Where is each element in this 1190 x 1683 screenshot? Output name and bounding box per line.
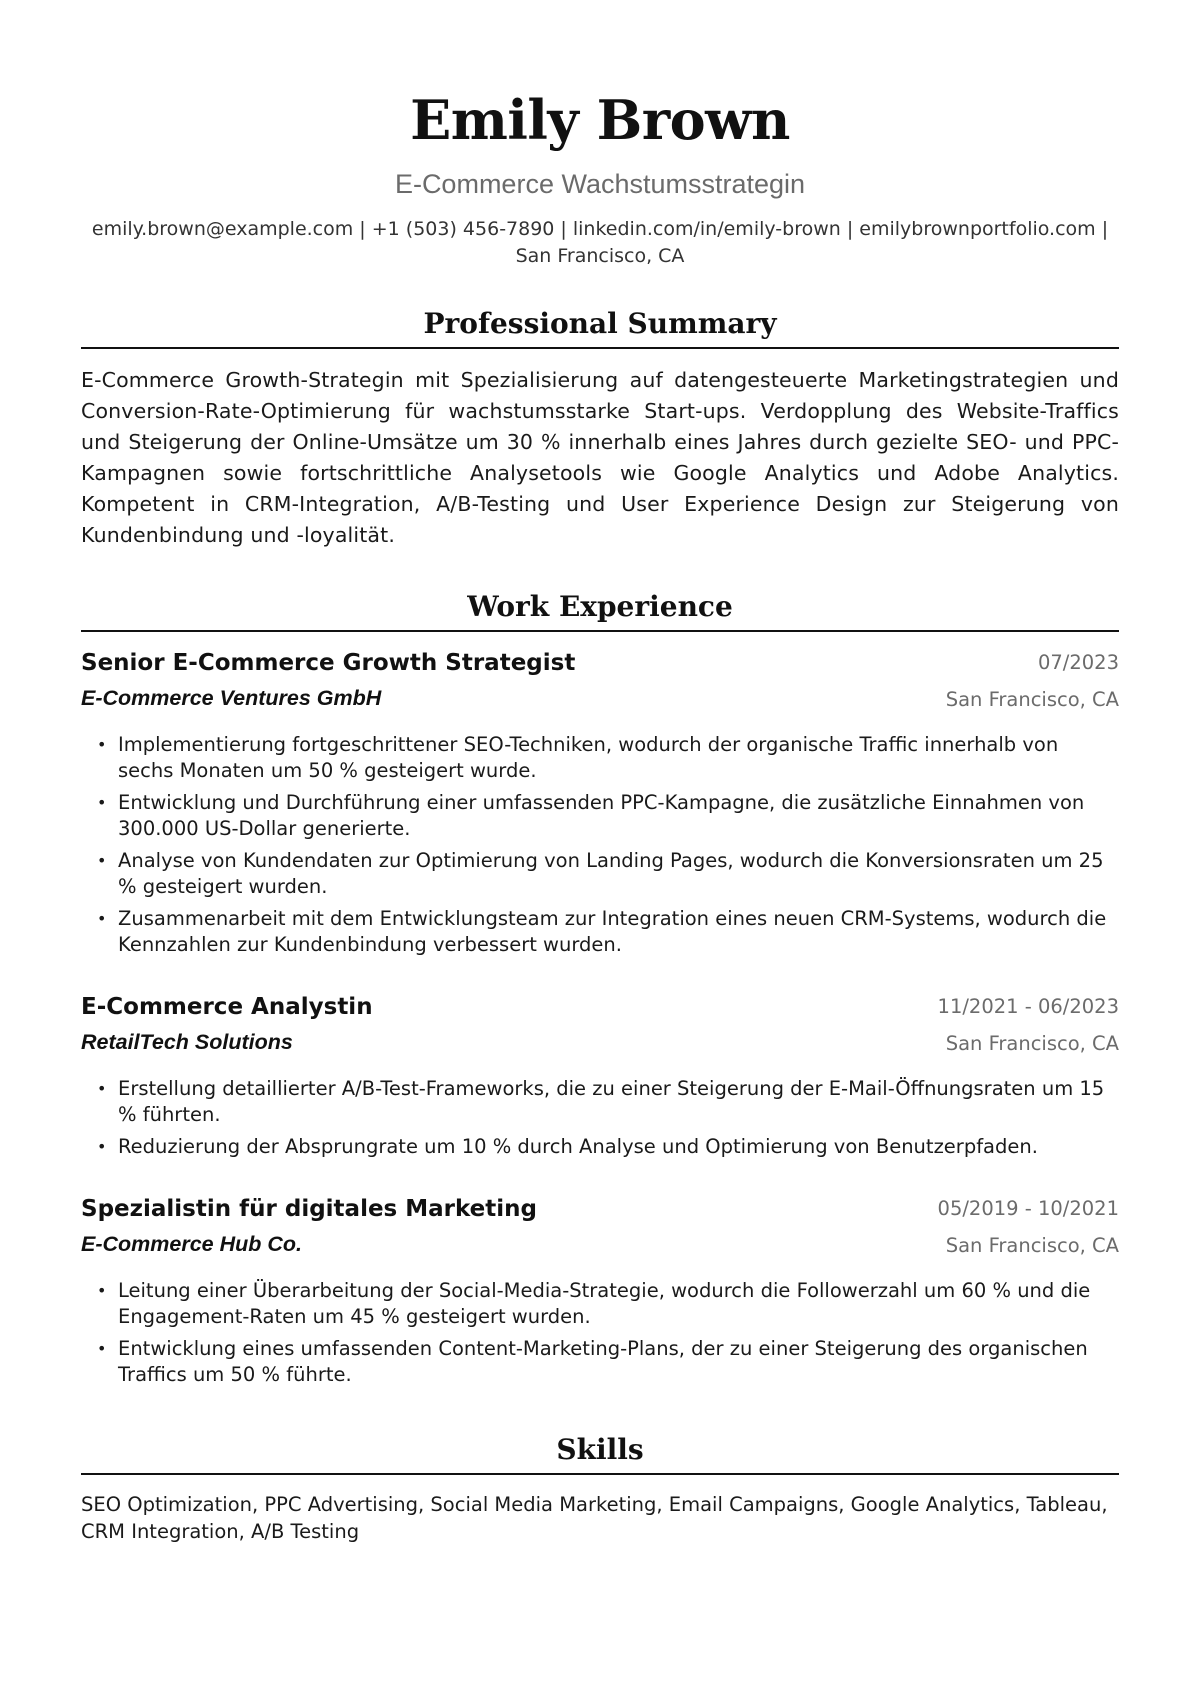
- job-bullets: [81, 1278, 1119, 1388]
- bullet-icon: •: [97, 735, 107, 754]
- job-date: 11/2021 - 06/2023: [937, 995, 1119, 1018]
- experience-section: [81, 589, 1119, 1388]
- summary-heading: Professional Summary: [423, 307, 777, 340]
- summary-divider: [81, 347, 1119, 349]
- job-location: San Francisco, CA: [945, 1234, 1119, 1257]
- skills-section: [81, 1432, 1119, 1545]
- bullet-item: • Leitung einer Überarbeitung der Social-Media-Strategie, wodurch die Followerzahl um 60 % und die Engagement-Raten um 45 % gesteigert wurden.: [97, 1279, 1091, 1328]
- contact-line: emily.brown@example.com | +1 (503) 456-7890 | linkedin.com/in/emily-brown | emilybrownportfolio.com | San Francisco, CA: [91, 218, 1109, 267]
- job-entry: [81, 646, 1119, 958]
- candidate-title: E-Commerce Wachstumsstrategin: [394, 169, 806, 199]
- bullet-item: • Erstellung detaillierter A/B-Test-Frameworks, die zu einer Steigerung der E-Mail-Öffnungsraten um 15 % führten.: [97, 1077, 1105, 1126]
- job-bullets: [81, 1076, 1119, 1160]
- bullet-item: • Zusammenarbeit mit dem Entwicklungsteam zur Integration eines neuen CRM-Systems, wodurch die Kennzahlen zur Kundenbindung verbessert wurden.: [97, 907, 1107, 956]
- bullet-icon: •: [97, 1079, 107, 1098]
- bullet-icon: •: [97, 1137, 107, 1156]
- bullet-item: • Reduzierung der Absprungrate um 10 % durch Analyse und Optimierung von Benutzerpfaden.: [97, 1135, 1038, 1158]
- bullet-item: • Entwicklung eines umfassenden Content-Marketing-Plans, der zu einer Steigerung des organischen Traffics um 50 % führte.: [97, 1337, 1088, 1386]
- resume-page: [81, 0, 1119, 1545]
- bullet-item: • Implementierung fortgeschrittener SEO-Techniken, wodurch der organische Traffic innerhalb von sechs Monaten um 50 % gesteigert wurde.: [97, 733, 1059, 782]
- bullet-icon: •: [97, 1339, 107, 1358]
- summary-text: E-Commerce Growth-Strategin mit Spezialisierung auf datengesteuerte Marketingstrategien und Conversion-Rate-Optimierung für wachstumsstarke Start-ups. Verdopplung des Website-Traffics und Steigerung der Online-Umsätze um 30 % innerhalb eines Jahres durch gezielte SEO- und PPC-Kampagnen sowie fortschrittliche Analysetools wie Google Analytics und Adobe Analytics. Kompetent in CRM-Integration, A/B-Testing und User Experience Design zur Steigerung von Kundenbindung und -loyalität.: [81, 368, 1119, 547]
- bullet-icon: •: [97, 909, 107, 928]
- skills-text: SEO Optimization, PPC Advertising, Social Media Marketing, Email Campaigns, Google Analytics, Tableau, CRM Integration, A/B Testing: [81, 1493, 1108, 1543]
- job-location: San Francisco, CA: [945, 688, 1119, 711]
- job-location: San Francisco, CA: [945, 1032, 1119, 1055]
- company-name: E-Commerce Ventures GmbH: [81, 686, 382, 710]
- skills-divider: [81, 1473, 1119, 1475]
- summary-section: [81, 306, 1119, 551]
- resume-header: [81, 0, 1119, 270]
- skills-heading: Skills: [556, 1433, 644, 1466]
- company-name: E-Commerce Hub Co.: [81, 1232, 303, 1256]
- company-name: RetailTech Solutions: [81, 1030, 293, 1054]
- experience-divider: [81, 630, 1119, 632]
- bullet-icon: •: [97, 1281, 107, 1300]
- job-bullets: [81, 732, 1119, 958]
- job-title: Spezialistin für digitales Marketing: [81, 1196, 538, 1222]
- job-title: E-Commerce Analystin: [81, 994, 373, 1020]
- job-entry: [81, 990, 1119, 1160]
- bullet-icon: •: [97, 793, 107, 812]
- job-entry: [81, 1192, 1119, 1388]
- experience-heading: Work Experience: [467, 590, 733, 623]
- bullet-icon: •: [97, 851, 107, 870]
- job-date: 05/2019 - 10/2021: [937, 1197, 1119, 1220]
- bullet-item: • Analyse von Kundendaten zur Optimierung von Landing Pages, wodurch die Konversionsraten um 25 % gesteigert wurden.: [97, 849, 1104, 898]
- job-title: Senior E-Commerce Growth Strategist: [81, 650, 576, 676]
- bullet-item: • Entwicklung und Durchführung einer umfassenden PPC-Kampagne, die zusätzliche Einnahmen von 300.000 US-Dollar generierte.: [97, 791, 1085, 840]
- job-date: 07/2023: [1037, 651, 1119, 674]
- candidate-name: Emily Brown: [410, 88, 790, 152]
